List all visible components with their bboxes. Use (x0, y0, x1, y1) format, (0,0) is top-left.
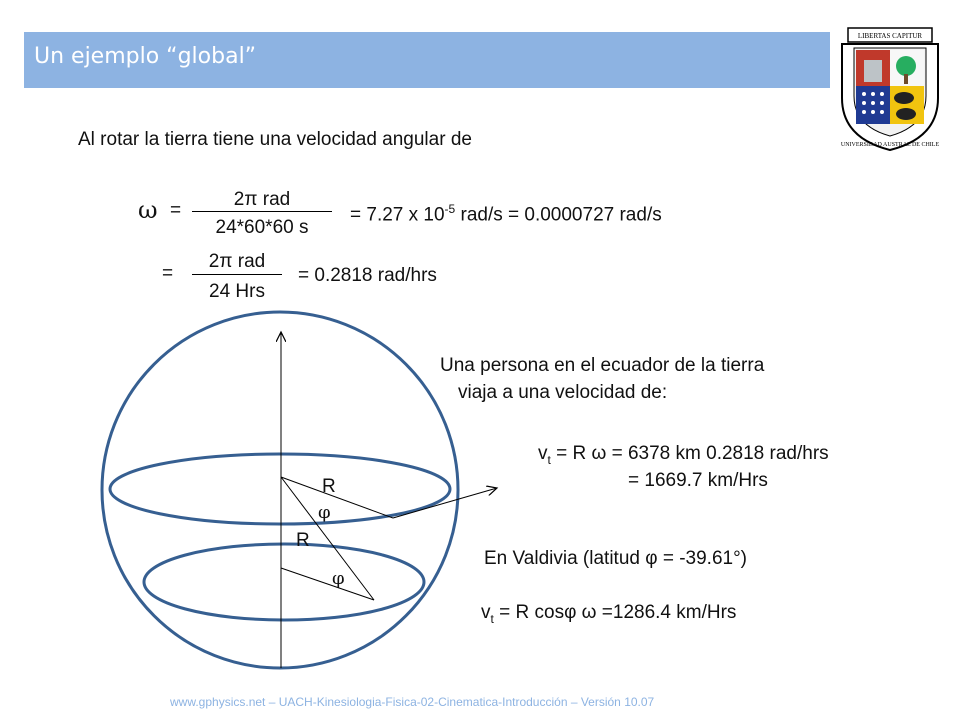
vt2-eq-text: = R cosφ ω =1286.4 km/Hrs (493, 602, 737, 623)
person-line-2: viaja a una velocidad de: (458, 382, 668, 403)
radius-lat-bottom (281, 568, 374, 600)
slide-title: Un ejemplo “global” (34, 44, 257, 69)
vt2-symbol: v (481, 602, 491, 623)
footer-credit: www.gphysics.net – UACH-Kinesiologia-Fisica-02-Cinematica-Introducción – Versión 10.07 (170, 695, 655, 709)
svg-text:LIBERTAS CAPITUR: LIBERTAS CAPITUR (857, 32, 923, 40)
vt-eq-1-text: = R ω = 6378 km 0.2818 rad/hrs (550, 443, 829, 464)
fraction2-numerator: 2π rad (208, 251, 266, 272)
vt-subscript: t (547, 452, 551, 467)
latitude-ellipse (144, 544, 424, 620)
radius-equator (281, 477, 393, 518)
label-phi-2: φ (332, 568, 345, 589)
result2: = 0.2818 rad/hrs (298, 265, 437, 286)
result1-exponent: -5 (444, 202, 456, 216)
result1-prefix: = 7.27 x 10 (350, 204, 445, 226)
label-radius-1: R (322, 476, 336, 497)
velocity-arrow (393, 488, 497, 518)
person-line-1: Una persona en el ecuador de la tierra (440, 355, 765, 376)
equator-ellipse (110, 454, 450, 524)
fraction1-numerator: 2π rad (233, 189, 291, 210)
vt-equation-2: = 1669.7 km/Hrs (628, 470, 768, 491)
equals-sign-2: = (162, 263, 174, 284)
intro-text: Al rotar la tierra tiene una velocidad angular de (78, 129, 472, 150)
vt2-subscript: t (490, 611, 494, 626)
result1-suffix: rad/s = 0.0000727 rad/s (455, 204, 662, 226)
equals-sign-1: = (170, 200, 182, 221)
vt-symbol: v (538, 443, 548, 464)
label-phi-1: φ (318, 502, 331, 523)
fraction2-denominator: 24 Hrs (209, 281, 265, 302)
vt-valdivia-equation (481, 602, 736, 626)
earth-sphere (102, 312, 458, 668)
omega-symbol: ω (138, 196, 158, 224)
vt-equation-1 (538, 443, 829, 467)
label-radius-2: R (296, 530, 310, 551)
fraction1-denominator: 24*60*60 s (215, 217, 309, 238)
svg-text:UNIVERSIDAD AUSTRAL DE CHILE: UNIVERSIDAD AUSTRAL DE CHILE (840, 142, 940, 148)
valdivia-latitude: En Valdivia (latitud φ = -39.61°) (484, 548, 748, 569)
